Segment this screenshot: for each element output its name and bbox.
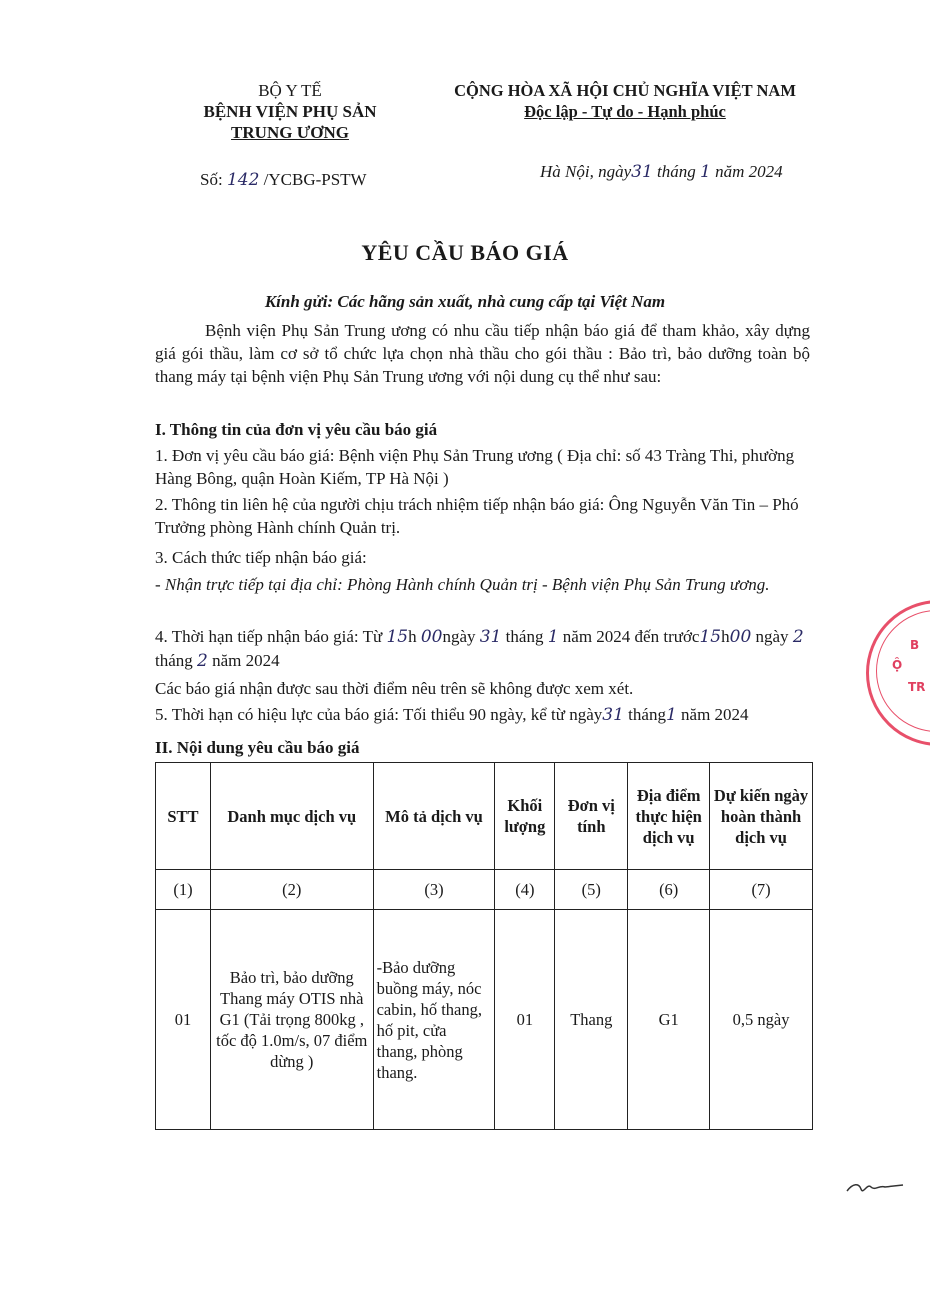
- col-number: (7): [710, 870, 813, 910]
- document-number: [200, 170, 367, 190]
- cell-service-category: Bảo trì, bảo dưỡng Thang máy OTIS nhà G1 (Tải trọng 800kg , tốc độ 1.0m/s, 07 điểm dừng ): [210, 910, 373, 1130]
- recipient-line: Kính gửi: Các hãng sản xuất, nhà cung cấp tại Việt Nam: [264, 292, 666, 311]
- header-stt: STT: [156, 763, 211, 870]
- header-service-category: Danh mục dịch vụ: [210, 763, 373, 870]
- table-row: [156, 910, 813, 1130]
- stamp-letter: B: [910, 638, 920, 652]
- section1-heading: I. Thông tin của đơn vị yêu cầu báo giá: [155, 420, 438, 439]
- col-number: (2): [210, 870, 373, 910]
- header-completion-time: Dự kiến ngày hoàn thành dịch vụ: [710, 763, 813, 870]
- item4-text: h: [408, 627, 417, 646]
- item4-month-start: 1: [547, 627, 559, 647]
- national-header: [420, 80, 830, 122]
- section1-item5: [155, 703, 810, 727]
- cell-location: G1: [628, 910, 710, 1130]
- item4-hour-end: 15: [699, 627, 722, 647]
- item4-day-end: 2: [792, 627, 804, 647]
- date-month-label: tháng: [657, 162, 696, 181]
- stamp-letter: Ộ: [892, 658, 903, 672]
- col-number: (5): [555, 870, 628, 910]
- item5-text: tháng: [628, 705, 666, 724]
- table-header-row: [156, 763, 813, 870]
- ministry-name: BỘ Y TẾ: [258, 81, 322, 100]
- item4-text: ngày: [755, 627, 789, 646]
- item4-text: năm 2024 đến trước: [562, 627, 700, 646]
- col-number: (3): [373, 870, 495, 910]
- date-day: 31: [631, 162, 653, 182]
- section1-item4: [155, 625, 810, 673]
- item4-text: tháng: [155, 651, 193, 670]
- header-location: Địa điểm thực hiện dịch vụ: [628, 763, 710, 870]
- item4-month-end: 2: [197, 651, 208, 671]
- national-motto: Độc lập - Tự do - Hạnh phúc: [524, 102, 726, 121]
- item5-text: 5. Thời hạn có hiệu lực của báo giá: Tối thiểu 90 ngày, kể từ ngày: [155, 705, 603, 724]
- table-number-row: [156, 870, 813, 910]
- issue-date: [540, 162, 783, 182]
- country-name: CỘNG HÒA XÃ HỘI CHỦ NGHĨA VIỆT NAM: [454, 81, 796, 100]
- hospital-name-line1: BỆNH VIỆN PHỤ SẢN: [203, 102, 377, 121]
- item4-minute-end: 00: [729, 627, 752, 647]
- item4-text: ngày: [442, 627, 476, 646]
- col-number: (1): [156, 870, 211, 910]
- header-service-description: Mô tả dịch vụ: [373, 763, 495, 870]
- hospital-name-line2: TRUNG ƯƠNG: [231, 123, 349, 142]
- item4-hour-start: 15: [386, 627, 409, 647]
- cell-completion-time: 0,5 ngày: [710, 910, 813, 1130]
- intro-paragraph: Bệnh viện Phụ Sản Trung ương có nhu cầu tiếp nhận báo giá để tham khảo, xây dựng giá gói thầu, làm cơ sở tổ chức lựa chọn nhà thầu cho gói thầu : Bảo trì, bảo dưỡng toàn bộ thang máy tại bệnh viện Phụ Sản Trung ương với nội dung cụ thể như sau:: [155, 321, 810, 386]
- item4-minute-start: 00: [420, 627, 443, 647]
- document-title: YÊU CẦU BÁO GIÁ: [361, 240, 569, 265]
- section1-item3-detail: - Nhận trực tiếp tại địa chỉ: Phòng Hành chính Quản trị - Bệnh viện Phụ Sản Trung ương.: [155, 575, 770, 594]
- section1-item3: 3. Cách thức tiếp nhận báo giá:: [155, 548, 367, 567]
- initials-signature-mark: [845, 1175, 905, 1199]
- date-place: Hà Nội, ngày: [540, 162, 632, 181]
- issuer-block: [190, 80, 390, 143]
- header-quantity: Khối lượng: [495, 763, 555, 870]
- section2-heading: II. Nội dung yêu cầu báo giá: [155, 738, 360, 757]
- col-number: (6): [628, 870, 710, 910]
- doc-number-prefix: Số:: [200, 170, 223, 189]
- item4-day-start: 31: [479, 627, 502, 647]
- doc-number-suffix: /YCBG-PSTW: [263, 170, 367, 189]
- col-number: (4): [495, 870, 555, 910]
- stamp-letter: TR: [908, 680, 926, 694]
- date-month: 1: [700, 162, 711, 182]
- item4-text: năm 2024: [212, 651, 280, 670]
- doc-number-handwritten: 142: [226, 170, 260, 190]
- item4-text: h: [721, 627, 730, 646]
- item5-text: năm 2024: [681, 705, 749, 724]
- cell-stt: 01: [156, 910, 211, 1130]
- section1-item2: 2. Thông tin liên hệ của người chịu trách nhiệm tiếp nhận báo giá: Ông Nguyễn Văn Tin – Phó Trưởng phòng Hành chính Quản trị.: [155, 495, 799, 537]
- cell-service-description: -Bảo dưỡng buồng máy, nóc cabin, hố thang, hố pit, cửa thang, phòng thang.: [373, 910, 495, 1130]
- date-year-label: năm: [715, 162, 745, 181]
- quote-request-table: [155, 762, 813, 1130]
- header-unit: Đơn vị tính: [555, 763, 628, 870]
- cell-unit: Thang: [555, 910, 628, 1130]
- date-year: 2024: [748, 162, 783, 181]
- section1-note: Các báo giá nhận được sau thời điểm nêu trên sẽ không được xem xét.: [155, 679, 634, 698]
- section1-item1: 1. Đơn vị yêu cầu báo giá: Bệnh viện Phụ Sản Trung ương ( Địa chỉ: số 43 Tràng Thi, phường Hàng Bông, quận Hoàn Kiếm, TP Hà Nội ): [155, 446, 795, 488]
- item4-text: 4. Thời hạn tiếp nhận báo giá: Từ: [155, 627, 383, 646]
- item4-text: tháng: [505, 627, 544, 646]
- item5-month: 1: [665, 705, 677, 725]
- official-stamp: [862, 598, 930, 748]
- item5-day: 31: [602, 705, 624, 725]
- cell-quantity: 01: [495, 910, 555, 1130]
